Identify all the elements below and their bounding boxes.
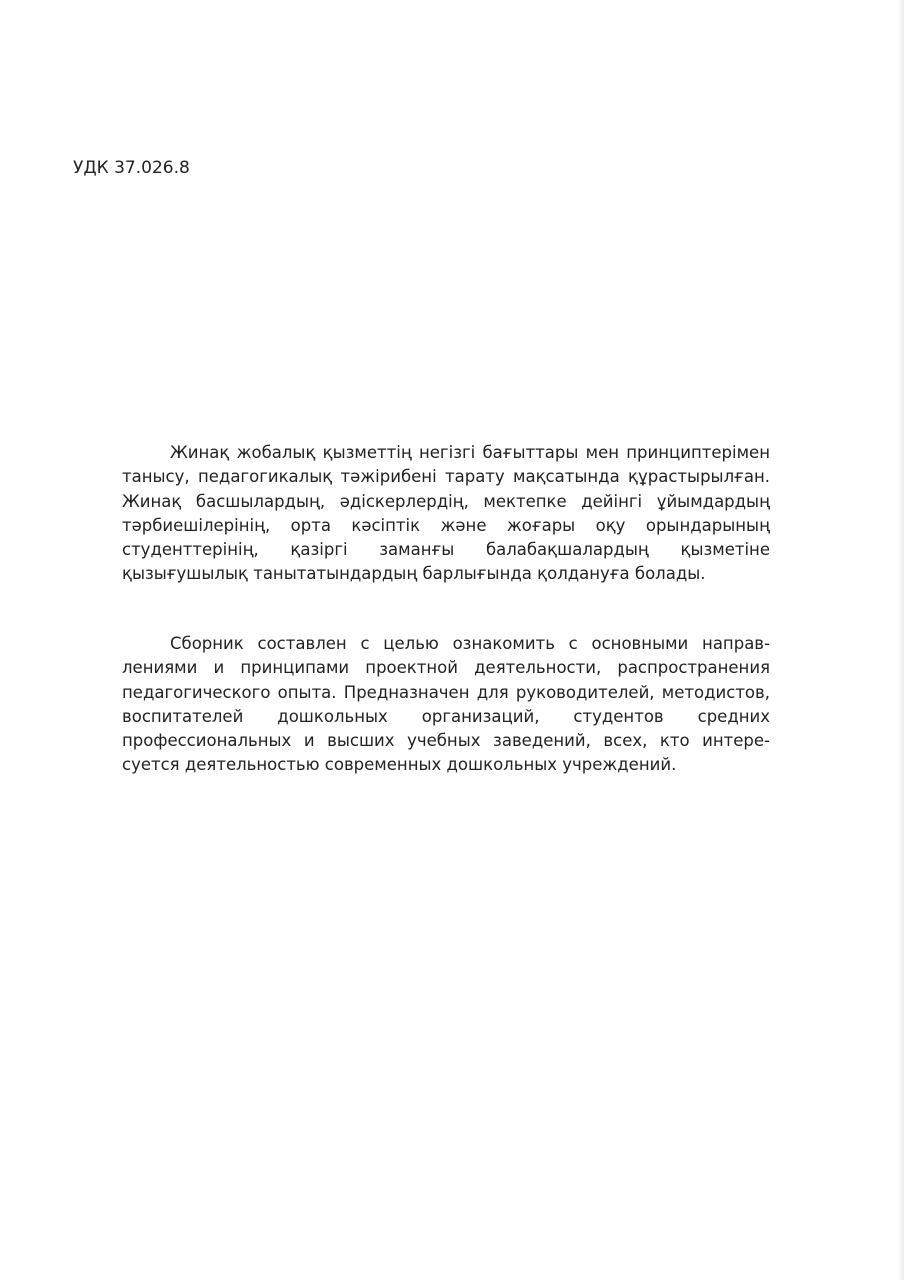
abstract-kazakh: Жинақ жобалық қызметтің негізгі бағыттары мен принциптерімен танысу, педагогикалық тәжірибені тарату мақсатында құрастырылған. Жинақ басшылардың, әдіскерлердің, мектепке дейінгі ұйымдардың тәрбиешілерінің, орта кәсіптік және жоғары оқу орындарының студенттерінің, қазіргі заманғы балабақшалардың қызметіне қызығушылық танытатындардың барлығында қолдануға болады.: [122, 443, 770, 584]
abstract-russian: Сборник составлен с целью ознакомить с основными направлениями и принципами проектной деятельности, распространения педагогического опыта. Предназначен для руководителей, методистов, воспитателей дошкольных организаций, студентов средних профессиональных и высших учебных заведений, всех, кто интересуется деятельностью современных дошкольных учреждений.: [122, 634, 770, 775]
page-edge-shadow: [898, 0, 904, 1280]
udk-code: УДК 37.026.8: [73, 158, 190, 178]
